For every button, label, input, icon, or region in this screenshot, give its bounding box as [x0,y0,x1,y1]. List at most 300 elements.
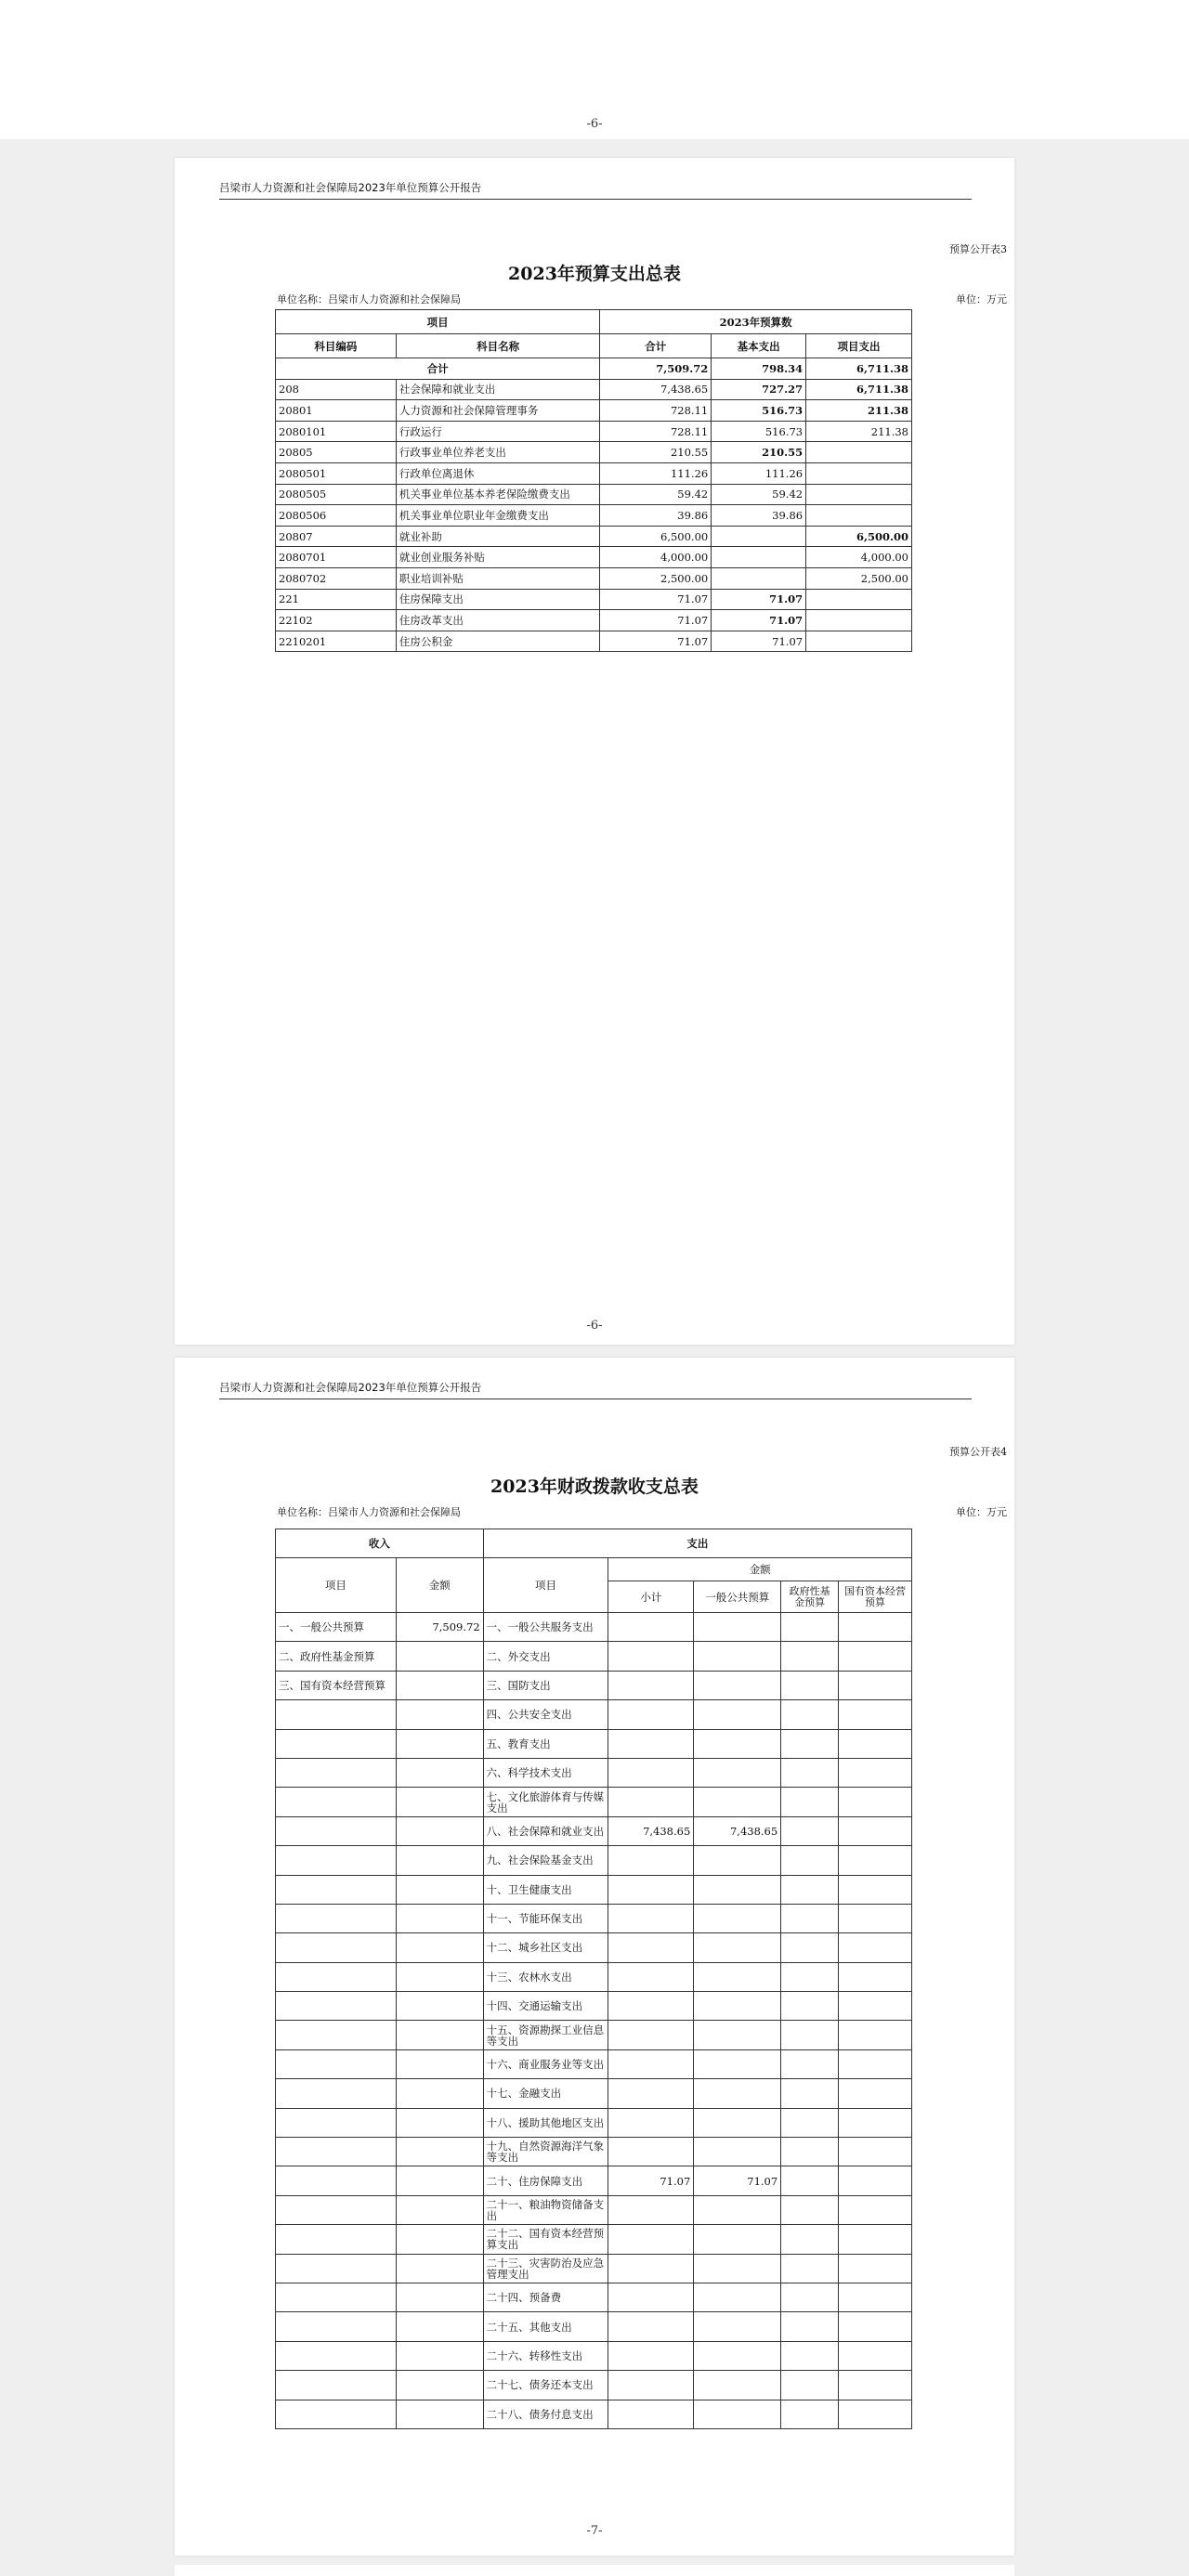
income-item [276,1904,397,1932]
table-row [276,1729,912,1758]
table-row [276,1875,912,1904]
budget-expenditure-table [275,309,912,652]
row-name: 行政事业单位养老支出 [396,442,600,463]
income-amount [396,1962,483,1991]
row-name: 机关事业单位基本养老保险缴费支出 [396,484,600,505]
row-name: 行政运行 [396,421,600,442]
expense-subtotal [608,2195,694,2224]
income-item [276,2049,397,2078]
row-project: 4,000.00 [806,547,912,568]
expense-subtotal: 7,438.65 [608,1816,694,1845]
expense-subtotal [608,2283,694,2311]
table-row [276,2049,912,2078]
table-row [276,1962,912,1991]
income-amount [396,2400,483,2428]
header-name: 科目名称 [396,334,600,358]
row-name: 就业创业服务补贴 [396,547,600,568]
expense-item: 十四、交通运输支出 [483,1992,608,2021]
table-row [276,526,912,547]
expense-subtotal [608,1642,694,1671]
income-amount [396,2166,483,2195]
expense-gov-fund [781,1846,839,1875]
expense-general-budget [694,1933,781,1962]
income-amount [396,1992,483,2021]
expense-general-budget [694,1788,781,1816]
expense-item: 十八、援助其他地区支出 [483,2108,608,2137]
expense-subtotal [608,1788,694,1816]
expense-state-capital [839,1788,912,1816]
table-row [276,505,912,527]
row-total: 71.07 [600,589,712,610]
expense-gov-fund [781,1904,839,1932]
row-project: 6,500.00 [806,526,912,547]
expense-subtotal [608,1992,694,2021]
row-basic: 71.07 [712,589,806,610]
income-item [276,1788,397,1816]
row-code: 2080701 [276,547,397,568]
income-item [276,2195,397,2224]
expense-state-capital [839,2079,912,2108]
expense-item: 二十五、其他支出 [483,2312,608,2341]
row-total: 71.07 [600,631,712,652]
expense-item: 十九、自然资源海洋气象等支出 [483,2138,608,2166]
row-project: 211.38 [806,400,912,422]
table-row [276,2400,912,2428]
expense-state-capital [839,2049,912,2078]
expense-subtotal [608,2021,694,2049]
expense-gov-fund [781,2225,839,2254]
expense-gov-fund [781,1758,839,1787]
row-basic: 727.27 [712,379,806,400]
expense-state-capital [839,2283,912,2311]
row-basic [712,567,806,589]
income-item [276,1962,397,1991]
expense-gov-fund [781,2371,839,2400]
expense-state-capital [839,1904,912,1932]
expense-state-capital [839,1729,912,1758]
expense-gov-fund [781,1613,839,1642]
expense-general-budget [694,1904,781,1932]
table-title: 2023年财政拨款收支总表 [490,1477,699,1497]
expense-item: 五、教育支出 [483,1729,608,1758]
expense-general-budget [694,1962,781,1991]
table-row [276,1992,912,2021]
expense-item: 二十二、国有资本经营预算支出 [483,2225,608,2254]
page-number: -7- [586,2524,603,2538]
expense-gov-fund [781,1700,839,1729]
expense-state-capital [839,2108,912,2137]
expense-general-budget [694,2283,781,2311]
expense-state-capital [839,1962,912,1991]
expense-general-budget [694,1758,781,1787]
income-amount [396,1758,483,1787]
row-project [806,631,912,652]
header-project: 项目支出 [806,334,912,358]
expense-item: 二十七、债务还本支出 [483,2371,608,2400]
expense-subtotal [608,1700,694,1729]
row-code: 2080501 [276,462,397,484]
income-item: 二、政府性基金预算 [276,1642,397,1671]
income-amount [396,2254,483,2283]
row-project [806,484,912,505]
expense-subtotal [608,1846,694,1875]
page-number: -6- [586,1319,603,1333]
total-row [276,358,912,380]
row-total: 59.42 [600,484,712,505]
table-tag: 预算公开表3 [949,243,1007,255]
income-item [276,1816,397,1845]
table-row [276,1758,912,1787]
income-amount [396,2138,483,2166]
expense-subtotal [608,2341,694,2370]
expense-state-capital [839,1671,912,1699]
expense-item: 十一、节能环保支出 [483,1904,608,1932]
row-total: 7,438.65 [600,379,712,400]
income-amount [396,1642,483,1671]
income-item [276,2400,397,2428]
row-code: 2210201 [276,631,397,652]
expense-item: 四、公共安全支出 [483,1700,608,1729]
row-name: 行政单位离退休 [396,462,600,484]
expense-gov-fund [781,1816,839,1845]
expense-subtotal [608,1904,694,1932]
expense-subtotal [608,2400,694,2428]
header-total: 合计 [600,334,712,358]
row-name: 住房公积金 [396,631,600,652]
income-amount [396,2341,483,2370]
expense-subtotal [608,1671,694,1699]
table-row [276,2138,912,2166]
row-basic: 111.26 [712,462,806,484]
row-project: 6,711.38 [806,379,912,400]
income-amount [396,2108,483,2137]
expense-state-capital [839,1700,912,1729]
expense-state-capital [839,2021,912,2049]
table-row [276,1642,912,1671]
header-income: 收入 [276,1529,484,1558]
expense-item: 二十、住房保障支出 [483,2166,608,2195]
expense-state-capital [839,2138,912,2166]
income-amount [396,1875,483,1904]
expense-gov-fund [781,2341,839,2370]
total-label: 合计 [276,358,600,380]
table-row [276,1671,912,1699]
row-basic [712,526,806,547]
expense-gov-fund [781,2021,839,2049]
income-item [276,2108,397,2137]
expense-general-budget [694,1671,781,1699]
row-project [806,462,912,484]
expense-gov-fund [781,2108,839,2137]
header-expense-item: 项目 [483,1558,608,1613]
income-item [276,2021,397,2049]
expense-general-budget [694,1992,781,2021]
header-budget: 2023年预算数 [600,310,912,334]
expense-subtotal [608,1758,694,1787]
row-total: 4,000.00 [600,547,712,568]
income-item [276,1729,397,1758]
row-code: 20801 [276,400,397,422]
expense-general-budget [694,1700,781,1729]
income-amount [396,1904,483,1932]
income-item [276,2138,397,2166]
row-name: 职业培训补贴 [396,567,600,589]
expense-subtotal [608,1875,694,1904]
row-basic: 516.73 [712,421,806,442]
row-total: 6,500.00 [600,526,712,547]
income-item [276,1700,397,1729]
income-item [276,2371,397,2400]
table-row [276,2283,912,2311]
page-number: -6- [586,117,603,131]
table-row [276,2166,912,2195]
income-item [276,2166,397,2195]
expense-gov-fund [781,2049,839,2078]
table-tag: 预算公开表4 [949,1446,1007,1458]
expense-state-capital [839,1846,912,1875]
expense-item: 二十三、灾害防治及应急管理支出 [483,2254,608,2283]
row-basic: 39.86 [712,505,806,527]
header-income-item: 项目 [276,1558,397,1613]
table-row [276,2371,912,2400]
expense-general-budget [694,1875,781,1904]
row-code: 20807 [276,526,397,547]
expense-general-budget [694,2195,781,2224]
income-item [276,2254,397,2283]
expense-subtotal [608,2108,694,2137]
unit-label: 单位：万元 [956,1506,1007,1518]
expense-item: 二十四、预备费 [483,2283,608,2311]
header-code: 科目编码 [276,334,397,358]
income-amount [396,1846,483,1875]
row-total: 39.86 [600,505,712,527]
total-basic: 798.34 [712,358,806,380]
income-amount: 7,509.72 [396,1613,483,1642]
income-item [276,2341,397,2370]
row-project [806,610,912,631]
expense-subtotal [608,2079,694,2108]
expense-gov-fund [781,1671,839,1699]
income-amount [396,2225,483,2254]
report-header: 吕梁市人力资源和社会保障局2023年单位预算公开报告 [219,1380,972,1399]
table-row [276,2312,912,2341]
row-total: 728.11 [600,400,712,422]
expense-subtotal [608,2225,694,2254]
income-amount [396,1788,483,1816]
table-row [276,462,912,484]
expense-gov-fund [781,2138,839,2166]
row-name: 就业补助 [396,526,600,547]
expense-state-capital [839,2341,912,2370]
table-row [276,1904,912,1932]
expense-state-capital [839,1875,912,1904]
table-row [276,1700,912,1729]
expense-subtotal [608,2254,694,2283]
income-item [276,2283,397,2311]
expense-general-budget [694,2079,781,2108]
table-row [276,2079,912,2108]
row-project [806,442,912,463]
expense-item: 十三、农林水支出 [483,1962,608,1991]
expense-gov-fund [781,2079,839,2108]
row-basic: 59.42 [712,484,806,505]
expense-state-capital [839,1992,912,2021]
table-row [276,2021,912,2049]
table-row [276,589,912,610]
row-basic: 210.55 [712,442,806,463]
expense-subtotal: 71.07 [608,2166,694,2195]
row-code: 2080101 [276,421,397,442]
expense-gov-fund [781,1962,839,1991]
expense-item: 二、外交支出 [483,1642,608,1671]
expense-item: 八、社会保障和就业支出 [483,1816,608,1845]
expense-subtotal [608,2371,694,2400]
expense-subtotal [608,1962,694,1991]
expense-gov-fund [781,2195,839,2224]
header-subtotal: 小计 [608,1581,694,1613]
expense-item: 六、科学技术支出 [483,1758,608,1787]
expense-state-capital [839,1613,912,1642]
expense-general-budget [694,1613,781,1642]
fiscal-appropriation-table [275,1529,912,2429]
income-amount [396,2079,483,2108]
expense-gov-fund [781,1992,839,2021]
row-code: 2080506 [276,505,397,527]
row-total: 71.07 [600,610,712,631]
expense-general-budget [694,1846,781,1875]
income-amount [396,2049,483,2078]
row-project [806,589,912,610]
row-total: 728.11 [600,421,712,442]
expense-gov-fund [781,2283,839,2311]
row-project: 2,500.00 [806,567,912,589]
expense-gov-fund [781,2400,839,2428]
row-name: 社会保障和就业支出 [396,379,600,400]
expense-state-capital [839,1642,912,1671]
income-item: 三、国有资本经营预算 [276,1671,397,1699]
expense-general-budget: 71.07 [694,2166,781,2195]
income-amount [396,2283,483,2311]
table-row [276,2254,912,2283]
expense-state-capital [839,1758,912,1787]
table-row [276,484,912,505]
row-basic: 71.07 [712,610,806,631]
income-amount [396,2312,483,2341]
income-item [276,1875,397,1904]
document-page-6 [175,158,1014,1345]
income-item [276,1846,397,1875]
expense-item: 十、卫生健康支出 [483,1875,608,1904]
expense-state-capital [839,2312,912,2341]
expense-item: 十七、金融支出 [483,2079,608,2108]
income-item [276,2312,397,2341]
table-row [276,2225,912,2254]
report-header: 吕梁市人力资源和社会保障局2023年单位预算公开报告 [219,180,972,200]
expense-subtotal [608,1729,694,1758]
row-total: 210.55 [600,442,712,463]
table-row [276,1846,912,1875]
row-basic: 71.07 [712,631,806,652]
income-item [276,1933,397,1962]
income-amount [396,2195,483,2224]
income-amount [396,1816,483,1845]
row-name: 住房改革支出 [396,610,600,631]
expense-item: 七、文化旅游体育与传媒支出 [483,1788,608,1816]
income-item [276,1992,397,2021]
expense-state-capital [839,1816,912,1845]
header-general-budget: 一般公共预算 [694,1581,781,1613]
row-code: 22102 [276,610,397,631]
income-item: 一、一般公共预算 [276,1613,397,1642]
expense-state-capital [839,2254,912,2283]
table-title: 2023年预算支出总表 [508,264,681,284]
expense-general-budget [694,2225,781,2254]
expense-state-capital [839,2225,912,2254]
expense-subtotal [608,1613,694,1642]
expense-gov-fund [781,2312,839,2341]
table-row [276,1613,912,1642]
row-basic: 516.73 [712,400,806,422]
expense-general-budget [694,2138,781,2166]
expense-gov-fund [781,1642,839,1671]
expense-general-budget [694,2049,781,2078]
row-project [806,505,912,527]
income-amount [396,1700,483,1729]
header-item: 项目 [276,310,600,334]
expense-gov-fund [781,2254,839,2283]
table-row [276,1816,912,1845]
expense-subtotal [608,2049,694,2078]
expense-subtotal [608,1933,694,1962]
expense-general-budget [694,2021,781,2049]
total-total: 7,509.72 [600,358,712,380]
table-row [276,442,912,463]
expense-general-budget [694,1729,781,1758]
expense-state-capital [839,2371,912,2400]
document-page-7 [175,1358,1014,2556]
income-item [276,1758,397,1787]
row-total: 2,500.00 [600,567,712,589]
expense-item: 三、国防支出 [483,1671,608,1699]
row-name: 人力资源和社会保障管理事务 [396,400,600,422]
expense-general-budget: 7,438.65 [694,1816,781,1845]
expense-general-budget [694,2108,781,2137]
expense-item: 十五、资源勘探工业信息等支出 [483,2021,608,2049]
table-row [276,400,912,422]
header-money: 金额 [608,1558,912,1581]
expense-subtotal [608,2138,694,2166]
table-row [276,379,912,400]
row-code: 2080505 [276,484,397,505]
expense-state-capital [839,2400,912,2428]
income-amount [396,1933,483,1962]
header-expense: 支出 [483,1529,911,1558]
expense-gov-fund [781,1729,839,1758]
unit-label: 单位：万元 [956,293,1007,306]
row-project: 211.38 [806,421,912,442]
table-row [276,1933,912,1962]
row-code: 221 [276,589,397,610]
expense-item: 二十八、债务付息支出 [483,2400,608,2428]
expense-gov-fund [781,2166,839,2195]
total-project: 6,711.38 [806,358,912,380]
expense-general-budget [694,2400,781,2428]
expense-general-budget [694,2312,781,2341]
expense-state-capital [839,1933,912,1962]
expense-gov-fund [781,1788,839,1816]
expense-general-budget [694,2341,781,2370]
income-amount [396,1729,483,1758]
